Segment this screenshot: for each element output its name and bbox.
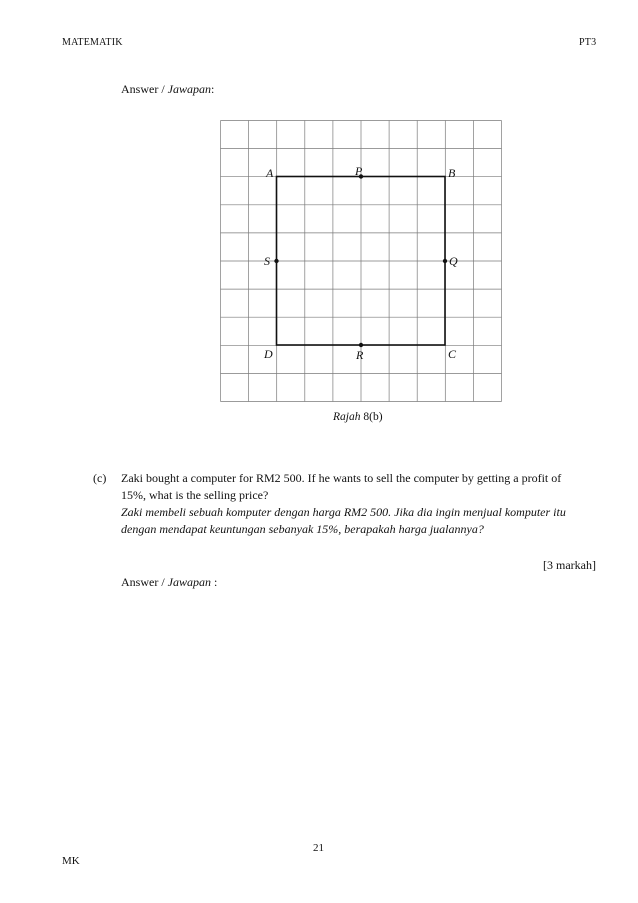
label-point-q: Q [449,254,458,268]
question-c-english-line1: Zaki bought a computer for RM2 500. If he wants to sell the computer by getting a profit of [121,471,562,485]
figure-caption-word: Rajah [333,411,361,423]
question-c-label: (c) [93,471,107,485]
answer-label-c-ms: Jawapan [167,575,212,589]
label-point-s: S [264,254,270,268]
question-c-english-line2: 15%, what is the selling price? [121,488,269,502]
question-c-malay-line2: dengan mendapat keuntungan sebanyak 15%, berapakah harga jualannya? [121,522,484,536]
header-paper-code: PT3 [579,37,597,48]
question-c-malay-line1: Zaki membeli sebuah komputer dengan harga RM2 500. Jika dia ingin menjual komputer itu [121,505,566,519]
point-r-dot [359,343,363,347]
point-q-dot [443,259,447,263]
answer-label-c [121,574,217,590]
answer-label-colon: : [211,82,215,96]
header-subject: MATEMATIK [62,37,123,48]
label-point-b: B [448,166,456,180]
answer-label-b [121,81,214,97]
marks-allocation: [3 markah] [543,558,596,572]
answer-label-en: Answer / [121,82,165,96]
label-point-p: P [355,164,363,178]
answer-label-c-en: Answer / [121,575,165,589]
answer-label-c-colon: : [214,575,218,589]
point-s-dot [274,259,278,263]
label-point-a: A [266,166,274,180]
label-point-c: C [448,347,457,361]
label-point-d: D [264,347,273,361]
page-number: 21 [313,842,324,854]
label-point-r: R [356,348,364,362]
answer-label-ms: Jawapan [167,82,212,96]
square-grid-figure [220,120,505,403]
figure-caption-number: 8(b) [363,411,383,423]
footer-initials: MK [62,855,80,867]
figure-caption [333,411,383,423]
